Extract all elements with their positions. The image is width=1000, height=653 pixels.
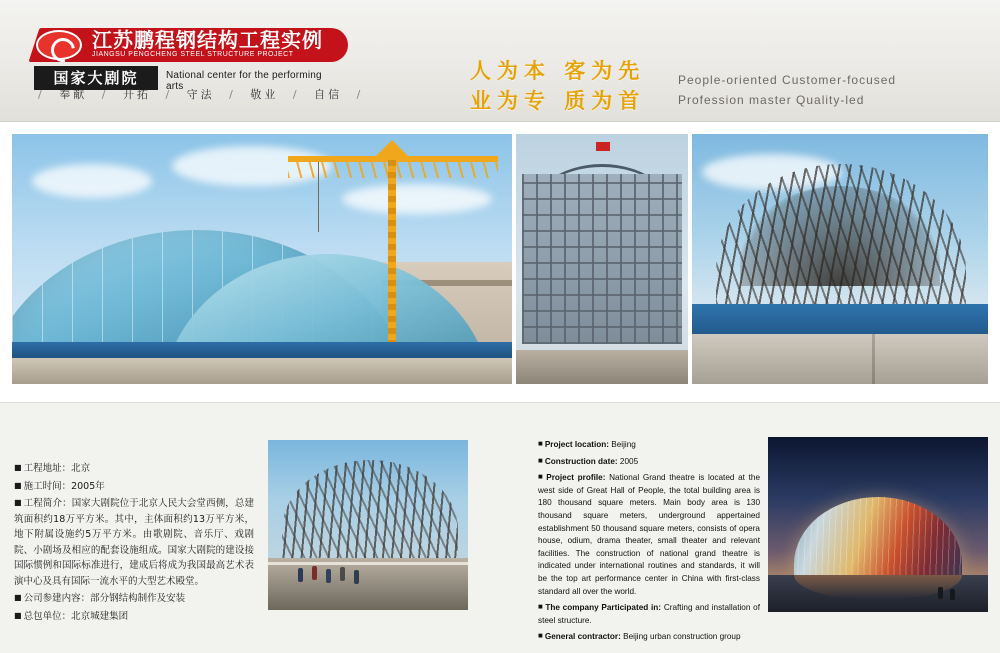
project-details-english [538,438,760,647]
detail-en-value-4: Beijing urban construction group [623,632,741,642]
bullet-icon: ■ [14,610,22,620]
slogan-en-line1: People-oriented Customer-focused [678,73,897,87]
company-emblem-icon [36,30,82,60]
slogan-cn-line2: 业为专 质为首 [470,89,646,113]
value-item-1: 开拓 [122,88,151,101]
values-sep-1: / [101,88,109,101]
worker-figure [340,567,345,581]
detail-cn-value-2: 国家大剧院位于北京人民大会堂西侧，总建筑面积约18万平方米。其中，主体面积约13万平方米，地下附属设施约5万平方米。由歌剧院、音乐厅、戏剧院、小剧场及相应的配套设施组成。国家大剧院的建设接国际惯例和国际标准进行，建成后将成为我国最高艺术表演中心及具有国际一流水平的大型艺术殿堂。 [14,498,254,587]
bullet-icon: ■ [538,631,543,641]
detail-cn-label-2: 工程简介： [23,498,72,509]
detail-en-value-1: 2005 [619,456,639,466]
site-fence [692,304,988,334]
detail-en-value-2: National Grand theatre is located at the west side of Great Hall of People, the total building area is 180 thousand square meters. Main body area is 130 thousand square meters, underground appertained establishment 50 thousand square meters, consists of opera house, odium, drama theater, small theater and relevant facilities. The construction of national grand theatre is indicated under international routines and standards, it will be the top art performance center in China with first-class standard all over the world. [538,473,760,596]
value-item-3: 敬业 [250,88,279,101]
detail-cn-2 [14,495,254,589]
detail-en-4 [538,630,760,644]
bullet-icon: ■ [14,480,22,490]
detail-cn-label-4: 总包单位： [23,610,72,622]
detail-en-label-2: Project profile: [546,473,606,483]
worker-figure [354,570,359,584]
page-header [0,0,1000,122]
concrete-wall [692,334,988,384]
slogan-en-line2: Profession master Quality-led [678,93,865,107]
values-sep-5: / [356,88,364,101]
bullet-icon: ■ [538,472,545,482]
company-name-cn: 江苏鹏程钢结构工程实例 [92,28,323,52]
detail-en-label-4: General contractor: [544,632,621,642]
worker-figure [298,568,303,582]
photo-completed-national-grand-theatre-night [768,437,988,612]
bullet-icon: ■ [538,455,543,465]
value-item-0: 奉献 [59,88,88,101]
reflecting-pool [768,575,988,612]
worker-figure [312,566,317,580]
detail-cn-label-1: 施工时间： [23,480,72,492]
project-details-chinese [14,460,254,625]
bullet-icon: ■ [538,602,544,612]
pedestrian-figure [950,589,955,600]
value-item-4: 自信 [314,88,343,101]
project-badge-en: National center for the performing arts [166,70,322,92]
crane-hoist-cable [318,162,319,232]
worker-figure [326,569,331,583]
photo-interior-lattice-walkway-workers [268,440,468,610]
detail-cn-label-0: 工程地址： [23,463,72,474]
values-sep-2: / [165,88,173,101]
photo-steel-frame-scaffolding [516,134,688,384]
bullet-icon: ■ [538,439,543,448]
slogan-english [678,70,896,110]
detail-en-label-3: The company Participated in: [545,603,662,613]
detail-cn-4 [14,608,254,625]
slogan-chinese [470,56,645,116]
detail-cn-value-0: 北京 [71,463,91,474]
project-badge-cn: 国家大剧院 [34,66,158,90]
detail-en-label-0: Project location: [544,440,609,449]
pedestrian-figure [938,587,943,599]
detail-cn-value-4: 北京城建集团 [71,610,129,622]
walkway-railing [268,562,468,565]
slogan-cn-line1: 人为本 客为先 [470,59,646,83]
company-name-en: JIANGSU PENGCHENG STEEL STRUCTURE PROJECT [92,51,294,58]
bullet-icon: ■ [14,463,22,472]
company-values [34,86,367,102]
red-flag-icon [596,142,610,151]
detail-en-value-0: Beijing [611,440,636,449]
site-fence [12,342,512,358]
photo-lattice-steel-dome-shell [692,134,988,384]
detail-en-0 [538,438,760,452]
values-sep-0: / [38,88,45,101]
detail-en-1 [538,455,760,469]
detail-en-value-3: Crafting and installation of steel structure. [538,603,760,625]
detail-en-label-1: Construction date: [544,456,618,466]
detail-en-3 [538,601,760,627]
site-ground [516,350,688,384]
walkway-deck [268,558,468,610]
detail-cn-value-3: 部分钢结构制作及安装 [90,593,186,604]
bullet-icon: ■ [14,593,22,602]
values-sep-3: / [229,88,236,101]
photo-dome-construction-with-crane [12,134,512,384]
cloud-shape [342,184,492,214]
detail-cn-value-1: 2005年 [71,480,105,492]
detail-cn-0 [14,460,254,477]
site-ground [12,358,512,384]
detail-en-2 [538,471,760,598]
scaffolding-grid [522,174,682,344]
values-sep-4: / [292,88,300,101]
detail-cn-3 [14,590,254,607]
cloud-shape [32,164,152,198]
detail-cn-label-3: 公司参建内容： [23,593,91,604]
value-item-2: 守法 [186,88,215,101]
detail-cn-1 [14,478,254,495]
bullet-icon: ■ [14,498,22,507]
